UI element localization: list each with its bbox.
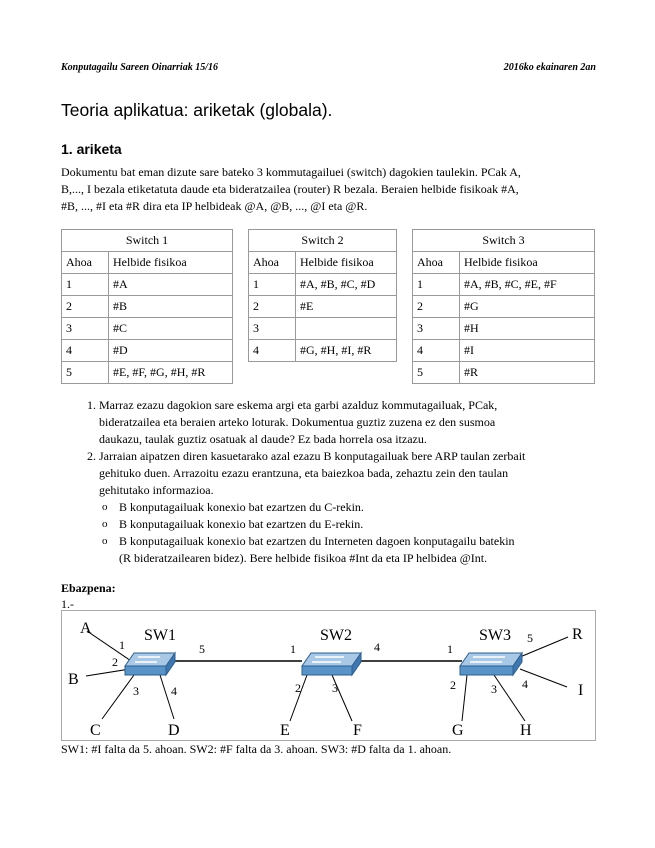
question-list bbox=[61, 397, 639, 567]
node-label: R bbox=[572, 626, 583, 643]
port-cell: 4 bbox=[249, 340, 296, 362]
sub-question-line: (R bideratzailearen bidez). Bere helbide fisikoa #Int da eta IP helbidea @Int. bbox=[119, 551, 488, 565]
question-1 bbox=[99, 397, 639, 448]
table-row bbox=[62, 318, 233, 340]
table-row bbox=[413, 362, 595, 384]
address-cell: #C bbox=[109, 318, 233, 340]
port-label: 3 bbox=[133, 684, 139, 698]
address-cell: #A, #B, #C, #D bbox=[296, 274, 397, 296]
sub-question: o B konputagailuak konexio bat ezartzen du E-rekin. bbox=[119, 516, 639, 533]
node-label: E bbox=[280, 722, 290, 739]
intro-line: #B, ..., #I eta #R dira eta IP helbideak @A, @B, ..., @I eta @R. bbox=[61, 199, 368, 213]
port-cell: 4 bbox=[62, 340, 109, 362]
question-2 bbox=[99, 448, 639, 567]
port-label: 3 bbox=[491, 682, 497, 696]
diagram-caption: SW1: #I falta da 5. ahoan. SW2: #F falta da 3. ahoan. SW3: #D falta da 1. ahoan. bbox=[61, 742, 452, 756]
port-label: 2 bbox=[295, 681, 301, 695]
question-line: Marraz ezazu dagokion sare eskema argi eta garbi azalduz kommutagailuak, PCak, bbox=[99, 398, 498, 412]
port-cell: 1 bbox=[249, 274, 296, 296]
port-label: 3 bbox=[332, 681, 338, 695]
address-cell bbox=[296, 318, 397, 340]
node-label: A bbox=[80, 620, 92, 637]
intro-line: B,..., I bezala etiketatuta daude eta bideratzailea (router) R bezala. Beraien helbide fisikoak #A, bbox=[61, 182, 519, 196]
node-label: C bbox=[90, 722, 101, 739]
address-cell: #A bbox=[109, 274, 233, 296]
port-label: 2 bbox=[112, 655, 118, 669]
table-row bbox=[249, 296, 397, 318]
node-label: D bbox=[168, 722, 180, 739]
switch-label: SW3 bbox=[479, 627, 511, 644]
port-cell: 1 bbox=[62, 274, 109, 296]
table-row bbox=[413, 340, 595, 362]
switch3-table bbox=[412, 229, 595, 384]
port-cell: 4 bbox=[413, 340, 460, 362]
switch2-table bbox=[248, 229, 397, 362]
address-cell: #D bbox=[109, 340, 233, 362]
port-label: 4 bbox=[374, 640, 380, 654]
table-caption: Switch 2 bbox=[249, 230, 397, 252]
page-title: Teoria aplikatua: ariketak (globala). bbox=[61, 100, 333, 120]
node-label: H bbox=[520, 722, 532, 739]
table-row bbox=[413, 318, 595, 340]
link-g bbox=[462, 675, 467, 721]
switch1-table bbox=[61, 229, 233, 384]
sub-question-list bbox=[99, 499, 639, 567]
intro-paragraph bbox=[61, 164, 601, 215]
switch-icon bbox=[125, 653, 175, 675]
table-row bbox=[413, 296, 595, 318]
solution-label: Ebazpena: bbox=[61, 581, 116, 595]
port-cell: 5 bbox=[62, 362, 109, 384]
question-line: bideratzailea eta beraien arteko loturak. Dokumentua guztiz zuzena ez den susmoa bbox=[99, 415, 496, 429]
table-row bbox=[62, 274, 233, 296]
node-label: F bbox=[353, 722, 362, 739]
port-label: 4 bbox=[522, 677, 528, 691]
sub-question: o B konputagailuak konexio bat ezartzen du C-rekin. bbox=[119, 499, 639, 516]
node-label: I bbox=[578, 682, 584, 699]
port-label: 5 bbox=[527, 631, 533, 645]
table-caption: Switch 1 bbox=[62, 230, 233, 252]
link-h bbox=[494, 675, 525, 721]
table-row bbox=[413, 274, 595, 296]
link-a bbox=[87, 631, 134, 663]
column-header: Ahoa bbox=[62, 252, 109, 274]
port-cell: 3 bbox=[62, 318, 109, 340]
table-row bbox=[249, 340, 397, 362]
network-diagram-frame bbox=[61, 610, 596, 741]
port-cell: 1 bbox=[413, 274, 460, 296]
question-line: Jarraian aipatzen diren kasuetarako azal ezazu B konputagailuak bere ARP taulan zerbait bbox=[99, 449, 526, 463]
question-line: daukazu, taulak guztiz osatuak al daude? Ez bada horrela osa itzazu. bbox=[99, 432, 427, 446]
link-c bbox=[102, 675, 134, 719]
port-label: 1 bbox=[447, 642, 453, 656]
link-b bbox=[86, 669, 130, 676]
section-heading: 1. ariketa bbox=[61, 141, 122, 157]
column-header: Helbide fisikoa bbox=[296, 252, 397, 274]
address-cell: #E, #F, #G, #H, #R bbox=[109, 362, 233, 384]
sub-question bbox=[119, 533, 639, 567]
port-cell: 2 bbox=[249, 296, 296, 318]
intro-line: Dokumentu bat eman dizute sare bateko 3 kommutagailuei (switch) dagokien taulekin. PCak A, bbox=[61, 165, 521, 179]
column-header: Ahoa bbox=[413, 252, 460, 274]
address-cell: #I bbox=[460, 340, 595, 362]
address-cell: #R bbox=[460, 362, 595, 384]
address-cell: #A, #B, #C, #E, #F bbox=[460, 274, 595, 296]
question-line: gehituko duen. Arrazoitu ezazu erantzuna, eta baiezkoa bada, zehaztu zein den taulan bbox=[99, 466, 509, 480]
port-label: 1 bbox=[119, 638, 125, 652]
switch-label: SW1 bbox=[144, 627, 176, 644]
port-cell: 3 bbox=[249, 318, 296, 340]
switch-label: SW2 bbox=[320, 627, 352, 644]
port-label: 4 bbox=[171, 684, 177, 698]
port-label: 2 bbox=[450, 678, 456, 692]
port-cell: 5 bbox=[413, 362, 460, 384]
switch-icon bbox=[302, 653, 361, 675]
address-cell: #G bbox=[460, 296, 595, 318]
port-cell: 3 bbox=[413, 318, 460, 340]
network-diagram bbox=[62, 611, 595, 740]
table-caption: Switch 3 bbox=[413, 230, 595, 252]
table-row bbox=[62, 340, 233, 362]
table-row bbox=[249, 274, 397, 296]
question-line: gehitutako informazioa. bbox=[99, 483, 214, 497]
port-cell: 2 bbox=[413, 296, 460, 318]
address-cell: #G, #H, #I, #R bbox=[296, 340, 397, 362]
port-label: 5 bbox=[199, 642, 205, 656]
table-row bbox=[62, 296, 233, 318]
table-row bbox=[249, 318, 397, 340]
solution-item: 1.- bbox=[61, 597, 74, 611]
header-right: 2016ko ekainaren 2an bbox=[503, 62, 596, 73]
address-cell: #H bbox=[460, 318, 595, 340]
node-label: B bbox=[68, 671, 79, 688]
port-label: 1 bbox=[290, 642, 296, 656]
sub-question-line: B konputagailuak konexio bat ezartzen du Interneten dagoen konputagailu batekin bbox=[119, 534, 515, 548]
port-cell: 2 bbox=[62, 296, 109, 318]
switch-icon bbox=[460, 653, 522, 675]
address-cell: #E bbox=[296, 296, 397, 318]
column-header: Helbide fisikoa bbox=[109, 252, 233, 274]
column-header: Helbide fisikoa bbox=[460, 252, 595, 274]
address-cell: #B bbox=[109, 296, 233, 318]
node-label: G bbox=[452, 722, 464, 739]
column-header: Ahoa bbox=[249, 252, 296, 274]
header-left: Konputagailu Sareen Oinarriak 15/16 bbox=[61, 62, 218, 73]
table-row bbox=[62, 362, 233, 384]
